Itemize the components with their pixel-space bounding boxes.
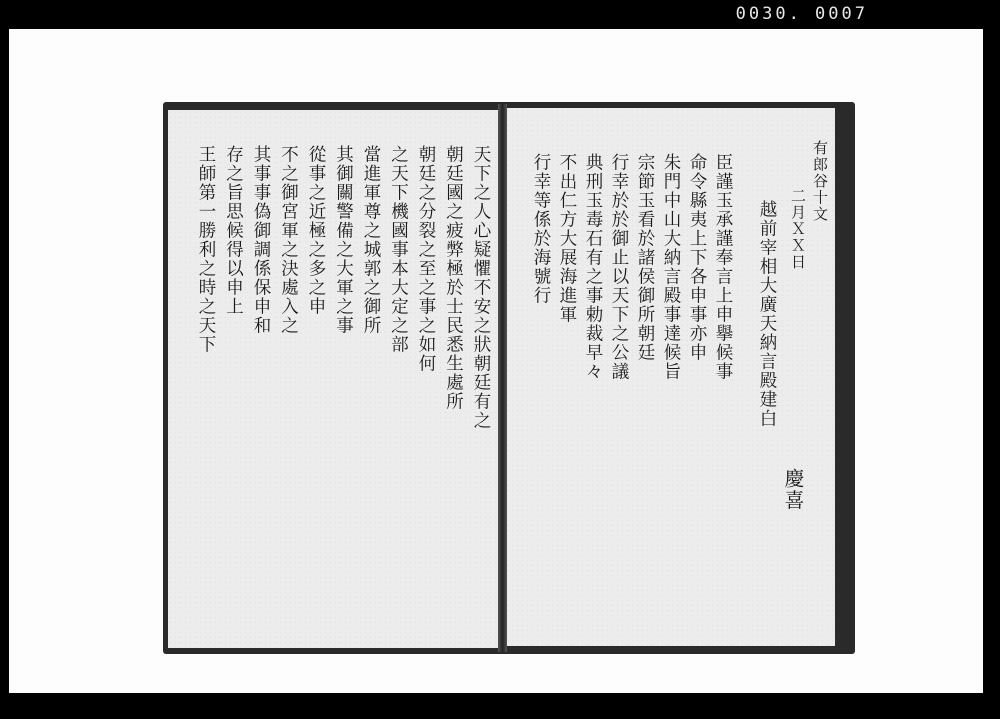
text-column: 當進軍尊之城郭之御所 xyxy=(361,145,381,335)
text-column: 行幸等係於海號行 xyxy=(531,153,551,305)
right-page xyxy=(505,108,835,646)
text-column: 從事之近極之多之申 xyxy=(306,145,326,316)
text-column: 之天下機國事本大定之部 xyxy=(388,145,409,354)
text-column: 其事事偽御調係保申和 xyxy=(251,145,271,335)
text-column: 朝廷之分裂之至之事之如何 xyxy=(416,145,436,373)
text-column: 典刑玉毒石有之事勅裁早々 xyxy=(583,153,603,381)
text-column: 不出仁方大展海進軍 xyxy=(557,153,577,324)
text-column: 存之旨思候得以申上 xyxy=(223,145,244,316)
frame-code: 0030. 0007 xyxy=(735,4,868,24)
text-column: 行幸於於御止以天下之公議 xyxy=(609,153,629,381)
text-column: 宗節玉看於諸侯御所朝廷 xyxy=(635,153,655,362)
date-top: 有郎谷十文 xyxy=(811,140,829,223)
text-column: 不之御宮軍之決處入之 xyxy=(278,145,299,335)
book-gutter xyxy=(498,104,507,652)
date-line: 二月ＸＸ日 xyxy=(789,188,807,271)
text-column: 天下之人心疑懼不安之狀朝廷有之 xyxy=(471,145,491,430)
text-column: 其御關警備之大軍之事 xyxy=(333,145,354,335)
text-column: 朝廷國之疲弊極於士民悉生處所 xyxy=(443,145,464,411)
text-column: 臣謹玉承謹奉言上申擧候事 xyxy=(713,153,733,381)
text-column: 朱門中山大納言殿事達候旨 xyxy=(661,153,681,381)
left-page xyxy=(168,110,501,648)
document-title: 越前宰相大廣天納言殿建白 xyxy=(757,200,777,428)
text-column: 命令縣夷上下各申事亦申 xyxy=(687,153,707,362)
text-column: 王師第一勝利之時之天下 xyxy=(196,145,216,354)
signature: 慶喜 xyxy=(781,468,805,511)
